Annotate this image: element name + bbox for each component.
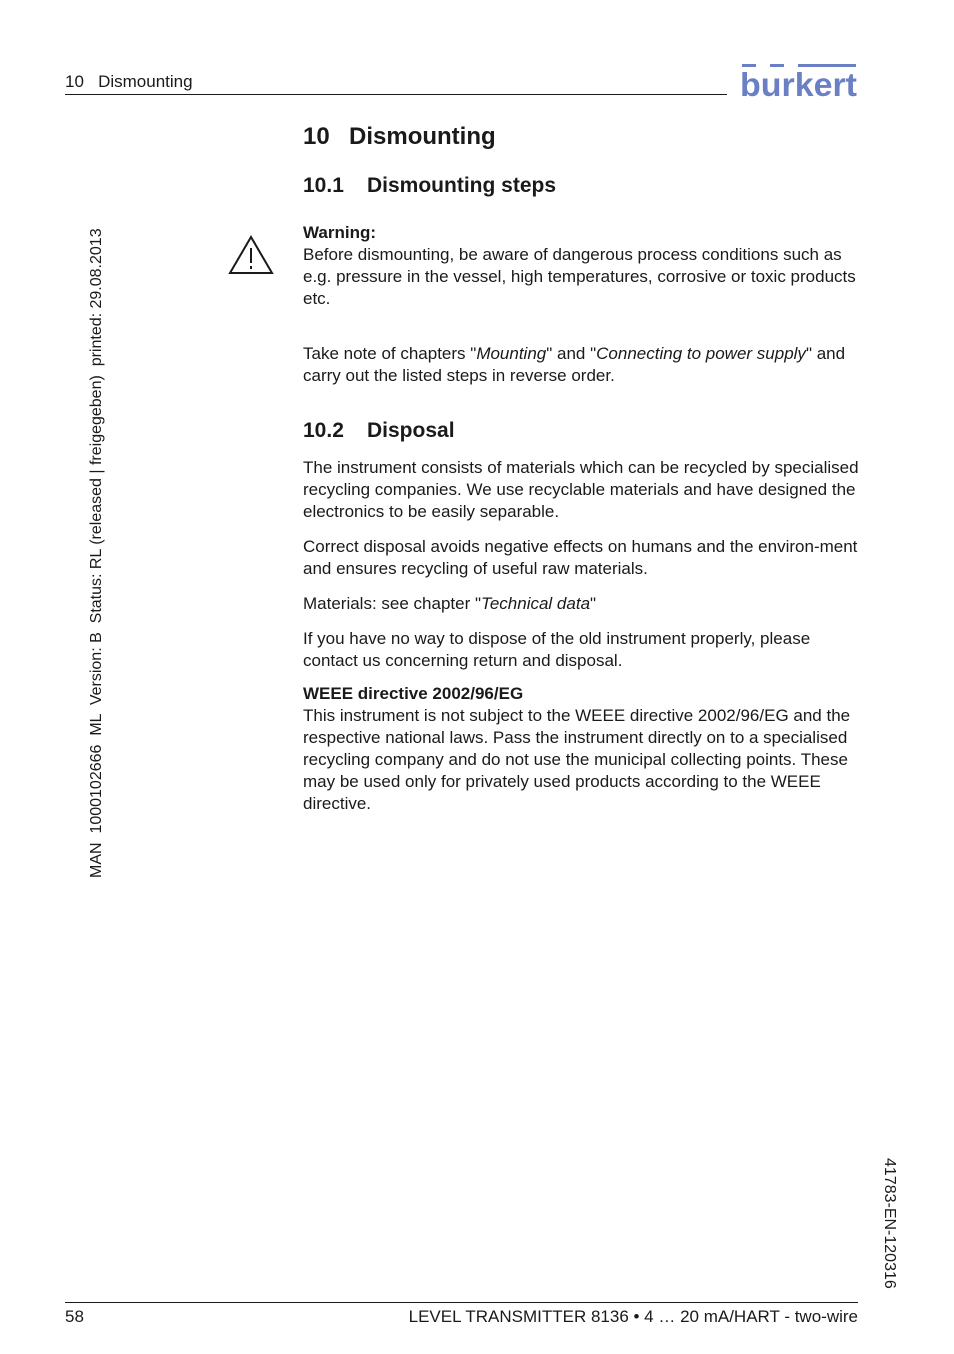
chapter-title: Dismounting <box>349 123 496 150</box>
section-title: Dismounting steps <box>367 174 557 197</box>
section-number: 10.1 <box>303 174 344 197</box>
footer-rule <box>65 1302 858 1303</box>
running-header: 10 Dismounting <box>65 72 193 91</box>
note-link-power-supply: Connecting to power supply <box>596 344 806 363</box>
section-heading-disposal <box>303 416 859 446</box>
header-rule <box>65 94 727 95</box>
chapter-heading <box>303 120 859 154</box>
footer-product-title: LEVEL TRANSMITTER 8136 • 4 … 20 mA/HART - two-wire <box>408 1307 858 1326</box>
document-status-vertical: MAN 1000102666 ML Version: B Status: RL (released | freigegeben) printed: 29.08.2013 <box>88 228 105 878</box>
weee-text: This instrument is not subject to the WEEE directive 2002/96/EG and the respective national laws. Pass the instrument directly on to a specialised recycling company and do not use the municipal collecting points. These may be used only for privately used products according to the WEEE directive. <box>303 706 851 813</box>
section-title: Disposal <box>367 419 455 442</box>
warning-label: Warning: <box>303 223 377 242</box>
materials-text: Materials: see chapter " <box>303 594 482 613</box>
disposal-paragraph-4: If you have no way to dispose of the old instrument properly, please contact us concerning return and disposal. <box>303 629 811 670</box>
warning-triangle-icon <box>228 234 274 276</box>
note-link-mounting: Mounting <box>476 344 547 363</box>
weee-title: WEEE directive 2002/96/EG <box>303 684 524 703</box>
reverse-order-note <box>303 343 859 387</box>
svg-text:burkert: burkert <box>740 66 858 102</box>
note-text-3: " and carry out the listed steps in reverse order. <box>303 344 846 385</box>
note-text-1: Take note of chapters " <box>303 344 477 363</box>
disposal-paragraph-3 <box>303 593 859 615</box>
page-number: 58 <box>65 1307 84 1326</box>
chapter-number: 10 <box>303 123 330 150</box>
section-heading-dismounting-steps <box>303 171 859 201</box>
section-number: 10.2 <box>303 419 344 442</box>
document-id-vertical: 41783-EN-120316 <box>881 1158 898 1289</box>
disposal-paragraph-2: Correct disposal avoids negative effects on humans and the environ-ment and ensures recycling of useful raw materials. <box>303 537 858 578</box>
technical-data-reference: Technical data <box>481 594 591 613</box>
materials-quote-end: " <box>590 594 597 613</box>
note-text-2: " and " <box>546 344 597 363</box>
main-content <box>303 120 859 815</box>
disposal-paragraph-1: The instrument consists of materials which can be recycled by specialised recycling companies. We use recyclable materials and have designed the electronics to be easily separable. <box>303 458 859 521</box>
burkert-logo <box>740 62 858 102</box>
warning-text: Before dismounting, be aware of dangerous process conditions such as e.g. pressure in the vessel, high temperatures, corrosive or toxic products etc. <box>303 245 856 308</box>
